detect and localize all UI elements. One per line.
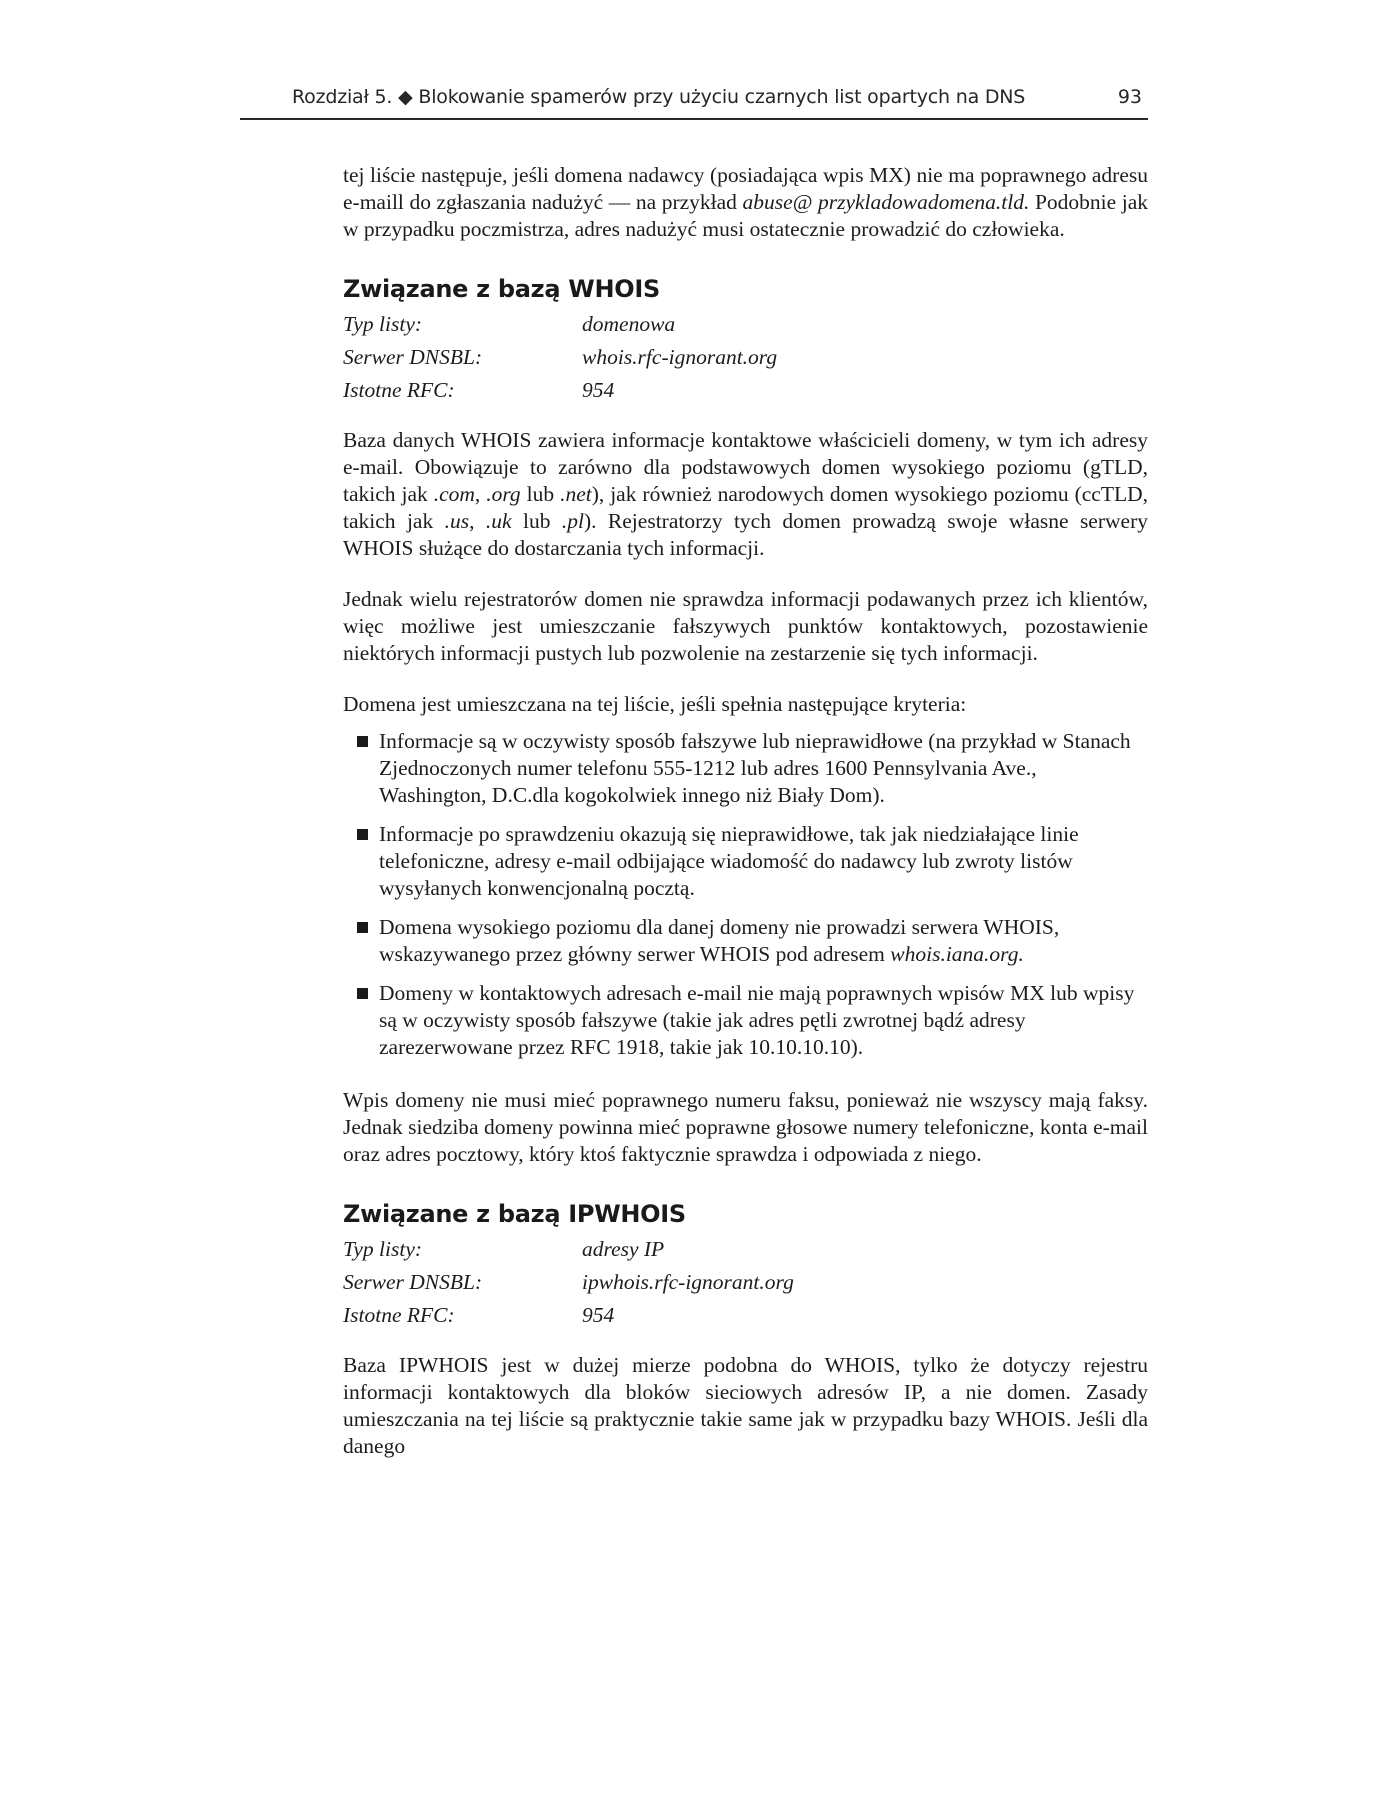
meta-row-list-type [343, 1233, 794, 1266]
meta-label: Typ listy: [343, 312, 423, 336]
intro-paragraph [343, 162, 1148, 243]
square-bullet-icon [357, 922, 368, 933]
whois-paragraph-1 [343, 427, 1148, 562]
whois-meta-table [343, 308, 777, 407]
meta-label: Istotne RFC: [343, 378, 455, 402]
meta-value: adresy IP [582, 1237, 665, 1261]
meta-label: Serwer DNSBL: [343, 1270, 483, 1294]
text: ), jak również narodowych domen wysokiego poziomu (ccTLD, takich jak [343, 482, 1148, 533]
page-content [343, 162, 1148, 1460]
meta-value: ipwhois.rfc-ignorant.org [582, 1270, 794, 1294]
intro-text-end: Podobnie jak w przypadku poczmistrza, adres nadużyć musi ostatecznie prowadzić do człowieka. [343, 190, 1148, 241]
text: , [469, 509, 486, 533]
section-heading-whois: Związane z bazą WHOIS [343, 275, 660, 303]
whois-paragraph-2: Jednak wielu rejestratorów domen nie sprawdza informacji podawanych przez ich klientów, więc możliwe jest umieszczanie fałszywych punktów kontaktowych, pozostawienie niektórych informacji pustych lub pozwolenie na zestarzenie się tych informacji. [343, 587, 1148, 665]
ipwhois-meta-table [343, 1233, 794, 1332]
chapter-title: Rozdział 5. ◆ Blokowanie spamerów przy użyciu czarnych list opartych na DNS [292, 86, 1026, 108]
whois-server-address: whois.iana.org. [890, 942, 1024, 966]
criteria-list [343, 728, 1148, 1061]
text: ). Rejestratorzy tych domen prowadzą swoje własne serwery WHOIS służące do dostarczania tych informacji. [343, 509, 1148, 560]
list-item [343, 914, 1148, 968]
page-number: 93 [1117, 86, 1142, 108]
meta-row-list-type [343, 308, 777, 341]
meta-value: whois.rfc-ignorant.org [582, 345, 778, 369]
whois-paragraph-3: Domena jest umieszczana na tej liście, jeśli spełnia następujące kryteria: [343, 692, 967, 716]
text: Baza danych WHOIS zawiera informacje kontaktowe właścicieli domeny, w tym ich adresy e-mail. Obowiązuje to zarówno dla podstawowych domen wysokiego poziomu (gTLD, takich jak [343, 428, 1148, 506]
tld-net: .net [560, 482, 592, 506]
running-header [240, 84, 1148, 120]
meta-row-rfc [343, 1299, 794, 1332]
meta-row-rfc [343, 374, 777, 407]
tld-com: .com [433, 482, 475, 506]
meta-label: Typ listy: [343, 1237, 423, 1261]
list-item [343, 728, 1148, 809]
text: lub [511, 509, 562, 533]
meta-value: domenowa [582, 312, 676, 336]
meta-label: Istotne RFC: [343, 1303, 455, 1327]
meta-row-server [343, 341, 777, 374]
text: , [474, 482, 487, 506]
list-item-text: Informacje po sprawdzeniu okazują się nieprawidłowe, tak jak niedziałające linie telefoniczne, adresy e-mail odbijające wiadomość do nadawcy lub zwroty listów wysyłanych konwencjonalną pocztą. [379, 822, 1079, 900]
square-bullet-icon [357, 829, 368, 840]
ipwhois-paragraph-1: Baza IPWHOIS jest w dużej mierze podobna do WHOIS, tylko że dotyczy rejestru informacji kontaktowych dla bloków sieciowych adresów IP, a nie domen. Zasady umieszczania na tej liście są praktycznie takie same jak w przypadku bazy WHOIS. Jeśli dla danego [343, 1353, 1148, 1458]
whois-paragraph-4: Wpis domeny nie musi mieć poprawnego numeru faksu, ponieważ nie wszyscy mają faksy. Jednak siedziba domeny powinna mieć poprawne głosowe numery telefoniczne, konta e-mail oraz adres pocztowy, który ktoś faktycznie sprawdza i odpowiada z niego. [343, 1088, 1148, 1166]
list-item [343, 980, 1148, 1061]
list-item-text: Informacje są w oczywisty sposób fałszywe lub nieprawidłowe (na przykład w Stanach Zjednoczonych numer telefonu 555-1212 lub adres 1600 Pennsylvania Ave., Washington, D.C.dla kogokolwiek innego niż Biały Dom). [379, 729, 1131, 807]
tld-org: .org [486, 482, 521, 506]
meta-row-server [343, 1266, 794, 1299]
square-bullet-icon [357, 988, 368, 999]
square-bullet-icon [357, 736, 368, 747]
section-heading-ipwhois: Związane z bazą IPWHOIS [343, 1200, 686, 1228]
tld-pl: .pl [561, 509, 584, 533]
meta-value: 954 [582, 378, 615, 402]
list-item-text: Domeny w kontaktowych adresach e-mail nie mają poprawnych wpisów MX lub wpisy są w oczywisty sposób fałszywe (takie jak adres pętli zwrotnej bądź adresy zarezerwowane przez RFC 1918, takie jak 10.10.10.10). [379, 981, 1135, 1059]
tld-us: .us [444, 509, 470, 533]
tld-uk: .uk [485, 509, 512, 533]
meta-label: Serwer DNSBL: [343, 345, 483, 369]
list-item-text: Domena wysokiego poziomu dla danej domeny nie prowadzi serwera WHOIS, wskazywanego przez główny serwer WHOIS pod adresem [379, 915, 1060, 966]
meta-value: 954 [582, 1303, 615, 1327]
list-item [343, 821, 1148, 902]
example-address: abuse@ przykladowadomena.tld. [742, 190, 1030, 214]
intro-text: tej liście następuje, jeśli domena nadawcy (posiadająca wpis MX) nie ma poprawnego adresu e-maill do zgłaszania nadużyć — na przykład [343, 163, 1148, 214]
text: lub [520, 482, 561, 506]
